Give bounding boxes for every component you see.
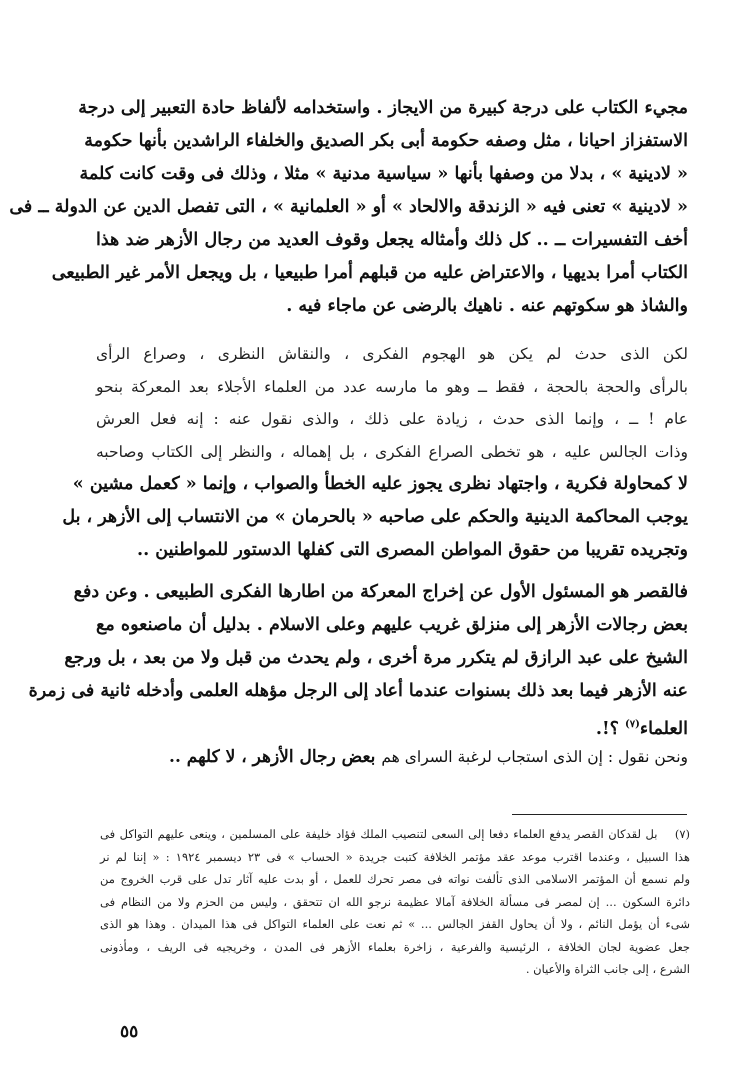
footnote-text: بل لقدكان القصر يدفع العلماء دفعا إلى السعى لتنصيب الملك فؤاد خليفة على المسلمين ، وينعى عليهم التواكل فى bbox=[100, 827, 658, 841]
footnote-marker: (٧) bbox=[674, 827, 691, 841]
paragraph-4 bbox=[96, 740, 688, 774]
paragraph-line: عام ! ــ ، وإنما الذى حدث ، زيادة على ذلك ، والذى نقول عنه : إنه فعل العرش bbox=[96, 410, 688, 428]
footnote-line: هذا السبيل ، وعندما اقترب موعد عقد مؤتمر الخلافة كتبت جريدة « الحساب » فى ٢٣ ديسمبر ١٩٢٤ : « إننا لم نر bbox=[100, 849, 690, 864]
page-number: ٥٥ bbox=[120, 1022, 139, 1042]
paragraph-line: الاستفزاز احيانا ، مثل وصفه حكومة أبى بكر الصديق والخلفاء الراشدين بأنها حكومة bbox=[84, 131, 688, 151]
paragraph-line: بعض رجالات الأزهر إلى منزلق غريب عليهم وعلى الاسلام . بدليل أن ماصنعوه مع bbox=[96, 615, 688, 635]
paragraph-line: مجيء الكتاب على درجة كبيرة من الايجاز . واستخدامه لألفاظ حادة التعبير إلى درجة bbox=[78, 98, 688, 118]
paragraph-2-emphasis bbox=[62, 468, 688, 567]
paragraph-line: أخف التفسيرات ــ .. كل ذلك وأمثاله يجعل وقوف العديد من رجال الأزهر ضد هذا bbox=[96, 230, 688, 250]
paragraph-3 bbox=[28, 576, 688, 741]
footnote-line: الشرع ، إلى جانب الثراة والأعيان . bbox=[525, 962, 690, 976]
paragraph-line: « لادينية » تعنى فيه « الزندقة والالحاد » أو « العلمانية » ، التى تفصل الدين عن الدولة ــ فى bbox=[9, 197, 688, 217]
footnote-line: دائرة السكون ... إن لمصر فى مسألة الخلافة آمالا عظيمة نرجو الله ان تتحقق ، وليس من الحزم ولا من النظام فى bbox=[100, 894, 690, 909]
paragraph-text: ؟!. bbox=[595, 718, 626, 739]
paragraph-line: الكتاب أمرا بديهيا ، والاعتراض عليه من قبلهم أمرا طبيعيا ، بل ويجعل الأمر غير الطبيعى bbox=[51, 263, 688, 283]
paragraph-line: فالقصر هو المسئول الأول عن إخراج المعركة من اطارها الفكرى الطبيعى . وعن دفع bbox=[73, 582, 688, 602]
paragraph-line bbox=[96, 740, 688, 774]
footnote-line bbox=[100, 823, 690, 846]
paragraph-line: وتجريده تقريبا من حقوق المواطن المصرى التى كفلها الدستور للمواطنين .. bbox=[137, 540, 688, 560]
paragraph-line: الشيخ على عبد الرازق لم يتكرر مرة أخرى ، ولم يحدث من قبل ولا من بعد ، بل ورجع bbox=[64, 648, 688, 668]
paragraph-line: بالرأى والحجة بالحجة ، فقط ــ وهو ما مارسه عدد من العلماء الأجلاء بعد المعركة بنحو bbox=[96, 377, 688, 396]
paragraph-line: والشاذ هو سكوتهم عنه . ناهيك بالرضى عن ماجاء فيه . bbox=[286, 296, 688, 316]
paragraph-text: ونحن نقول : إن الذى استجاب لرغبة السراى هم bbox=[381, 748, 688, 766]
footnote-divider bbox=[512, 814, 687, 815]
paragraph-emphasis: بعض رجال الأزهر ، لا كلهم .. bbox=[169, 747, 382, 767]
footnote-line: جعل عضوية لجان الخلافة ، الرئيسية والفرعية ، زاخرة بعلماء الأزهر فى المدن ، وخريجيه فى الريف ، ومأذونى bbox=[100, 939, 690, 954]
footnote-reference[interactable]: (٧) bbox=[625, 719, 640, 730]
footnote bbox=[100, 823, 690, 981]
paragraph-line: لكن الذى حدث لم يكن هو الهجوم الفكرى ، والنقاش النظرى ، وصراع الرأى bbox=[96, 345, 688, 363]
paragraph-line: يوجب المحاكمة الدينية والحكم على صاحبه « بالحرمان » من الانتساب إلى الأزهر ، بل bbox=[62, 507, 688, 527]
footnote-line: ولم نسمع أن المؤتمر الاسلامى الذى تألفت نواته فى مصر تحرك للعمل ، أو بدت عليه آثار تدل على قرب الخروج من bbox=[100, 872, 690, 886]
paragraph-line: وذات الجالس عليه ، هو تخطى الصراع الفكرى ، بل إهماله ، والنظر إلى الكتاب وصاحبه bbox=[96, 442, 688, 461]
footnote-line: شىء أن يؤمل النائم ، ولا أن يحاول القفز الجالس ... » ثم نعت على العلماء التواكل فى هذا الميدان . وهذا هو الذى bbox=[100, 917, 690, 931]
paragraph-1 bbox=[9, 92, 688, 323]
paragraph-line: عنه الأزهر فيما بعد ذلك بسنوات عندما أعاد إلى الرجل مؤهله العلمى وأدخله ثانية فى زمرة bbox=[28, 681, 688, 701]
paragraph-2 bbox=[96, 338, 688, 468]
paragraph-text: العلماء bbox=[639, 718, 688, 739]
paragraph-last-line bbox=[96, 708, 688, 741]
paragraph-line: « لادينية » ، بدلا من وصفها بأنها « سياسية مدنية » مثلا ، وذلك فى وقت كانت كلمة bbox=[79, 164, 688, 184]
paragraph-line: لا كمحاولة فكرية ، واجتهاد نظرى يجوز عليه الخطأ والصواب ، وإنما « كعمل مشين » bbox=[72, 474, 688, 494]
